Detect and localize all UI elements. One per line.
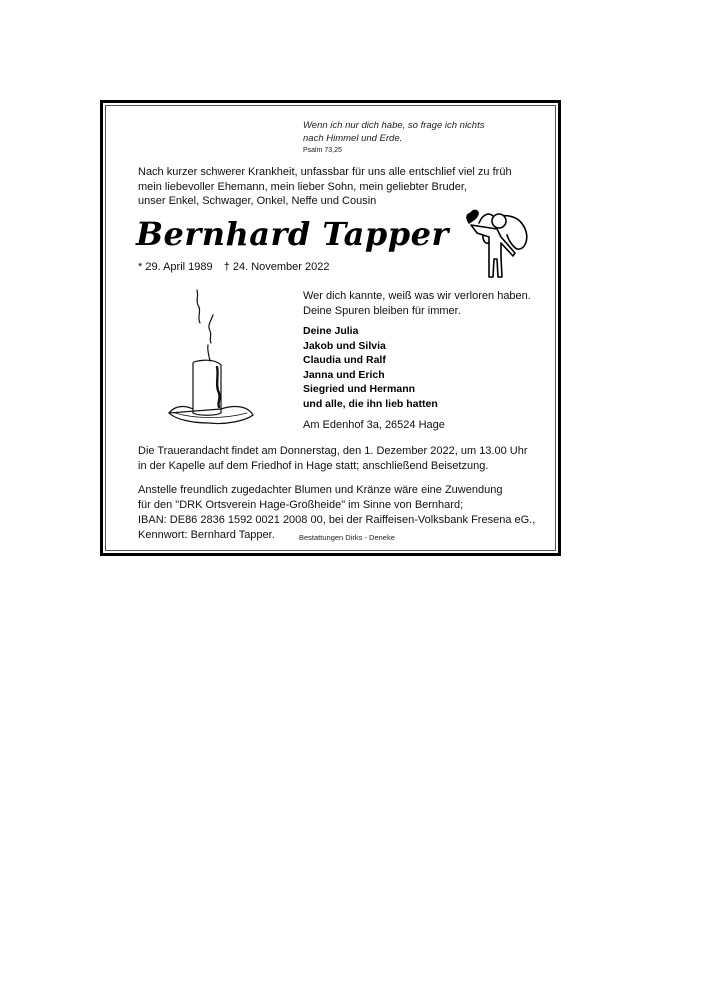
angel-with-heart-icon xyxy=(457,201,537,281)
intro-text xyxy=(138,165,512,209)
psalm-quote xyxy=(303,119,484,156)
mourner: Claudia und Ralf xyxy=(303,354,386,366)
quote-line: nach Himmel und Erde. xyxy=(303,133,403,144)
intro-line: unser Enkel, Schwager, Onkel, Neffe und Cousin xyxy=(138,195,377,207)
donation-line: IBAN: DE86 2836 1592 0021 2008 00, bei der Raiffeisen-Volksbank Fresena eG., xyxy=(138,514,536,526)
quote-source: Psalm 73,25 xyxy=(303,147,342,154)
mourner: Jakob und Silvia xyxy=(303,339,386,352)
intro-line: Nach kurzer schwerer Krankheit, unfassbar für uns alle entschlief viel zu früh xyxy=(138,166,512,178)
donation-line: Anstelle freundlich zugedachter Blumen und Kränze wäre eine Zuwendung xyxy=(138,484,503,496)
verse-line: Deine Spuren bleiben für immer. xyxy=(303,305,461,317)
service-line: in der Kapelle auf dem Friedhof in Hage statt; anschließend Beisetzung. xyxy=(138,460,489,472)
mourners-list xyxy=(303,324,438,411)
extinguished-candle-icon xyxy=(155,285,265,425)
service-info xyxy=(138,444,528,474)
deceased-name: Bernhard Tapper xyxy=(136,215,449,253)
mourner: Deine Julia xyxy=(303,325,359,337)
death-date: † 24. November 2022 xyxy=(223,261,330,273)
mourner: Siegried und Hermann xyxy=(303,383,416,395)
verse-line: Wer dich kannte, weiß was wir verloren haben. xyxy=(303,290,531,302)
obituary-notice xyxy=(100,100,561,556)
family-address: Am Edenhof 3a, 26524 Hage xyxy=(303,419,445,431)
birth-date: * 29. April 1989 xyxy=(138,261,213,273)
intro-line: mein liebevoller Ehemann, mein lieber Sohn, mein geliebter Bruder, xyxy=(138,180,467,193)
undertaker-credit: Bestattungen Dirks - Deneke xyxy=(299,533,395,542)
quote-line: Wenn ich nur dich habe, so frage ich nichts xyxy=(303,120,485,131)
service-line: Die Trauerandacht findet am Donnerstag, den 1. Dezember 2022, um 13.00 Uhr xyxy=(138,445,528,457)
mourner: Janna und Erich xyxy=(303,368,385,381)
donation-line: Kennwort: Bernhard Tapper. xyxy=(138,529,275,541)
memorial-verse xyxy=(303,289,531,319)
mourner: und alle, die ihn lieb hatten xyxy=(303,397,438,410)
life-dates xyxy=(138,261,337,273)
donation-line: für den "DRK Ortsverein Hage-Großheide" im Sinne von Bernhard; xyxy=(138,499,464,511)
